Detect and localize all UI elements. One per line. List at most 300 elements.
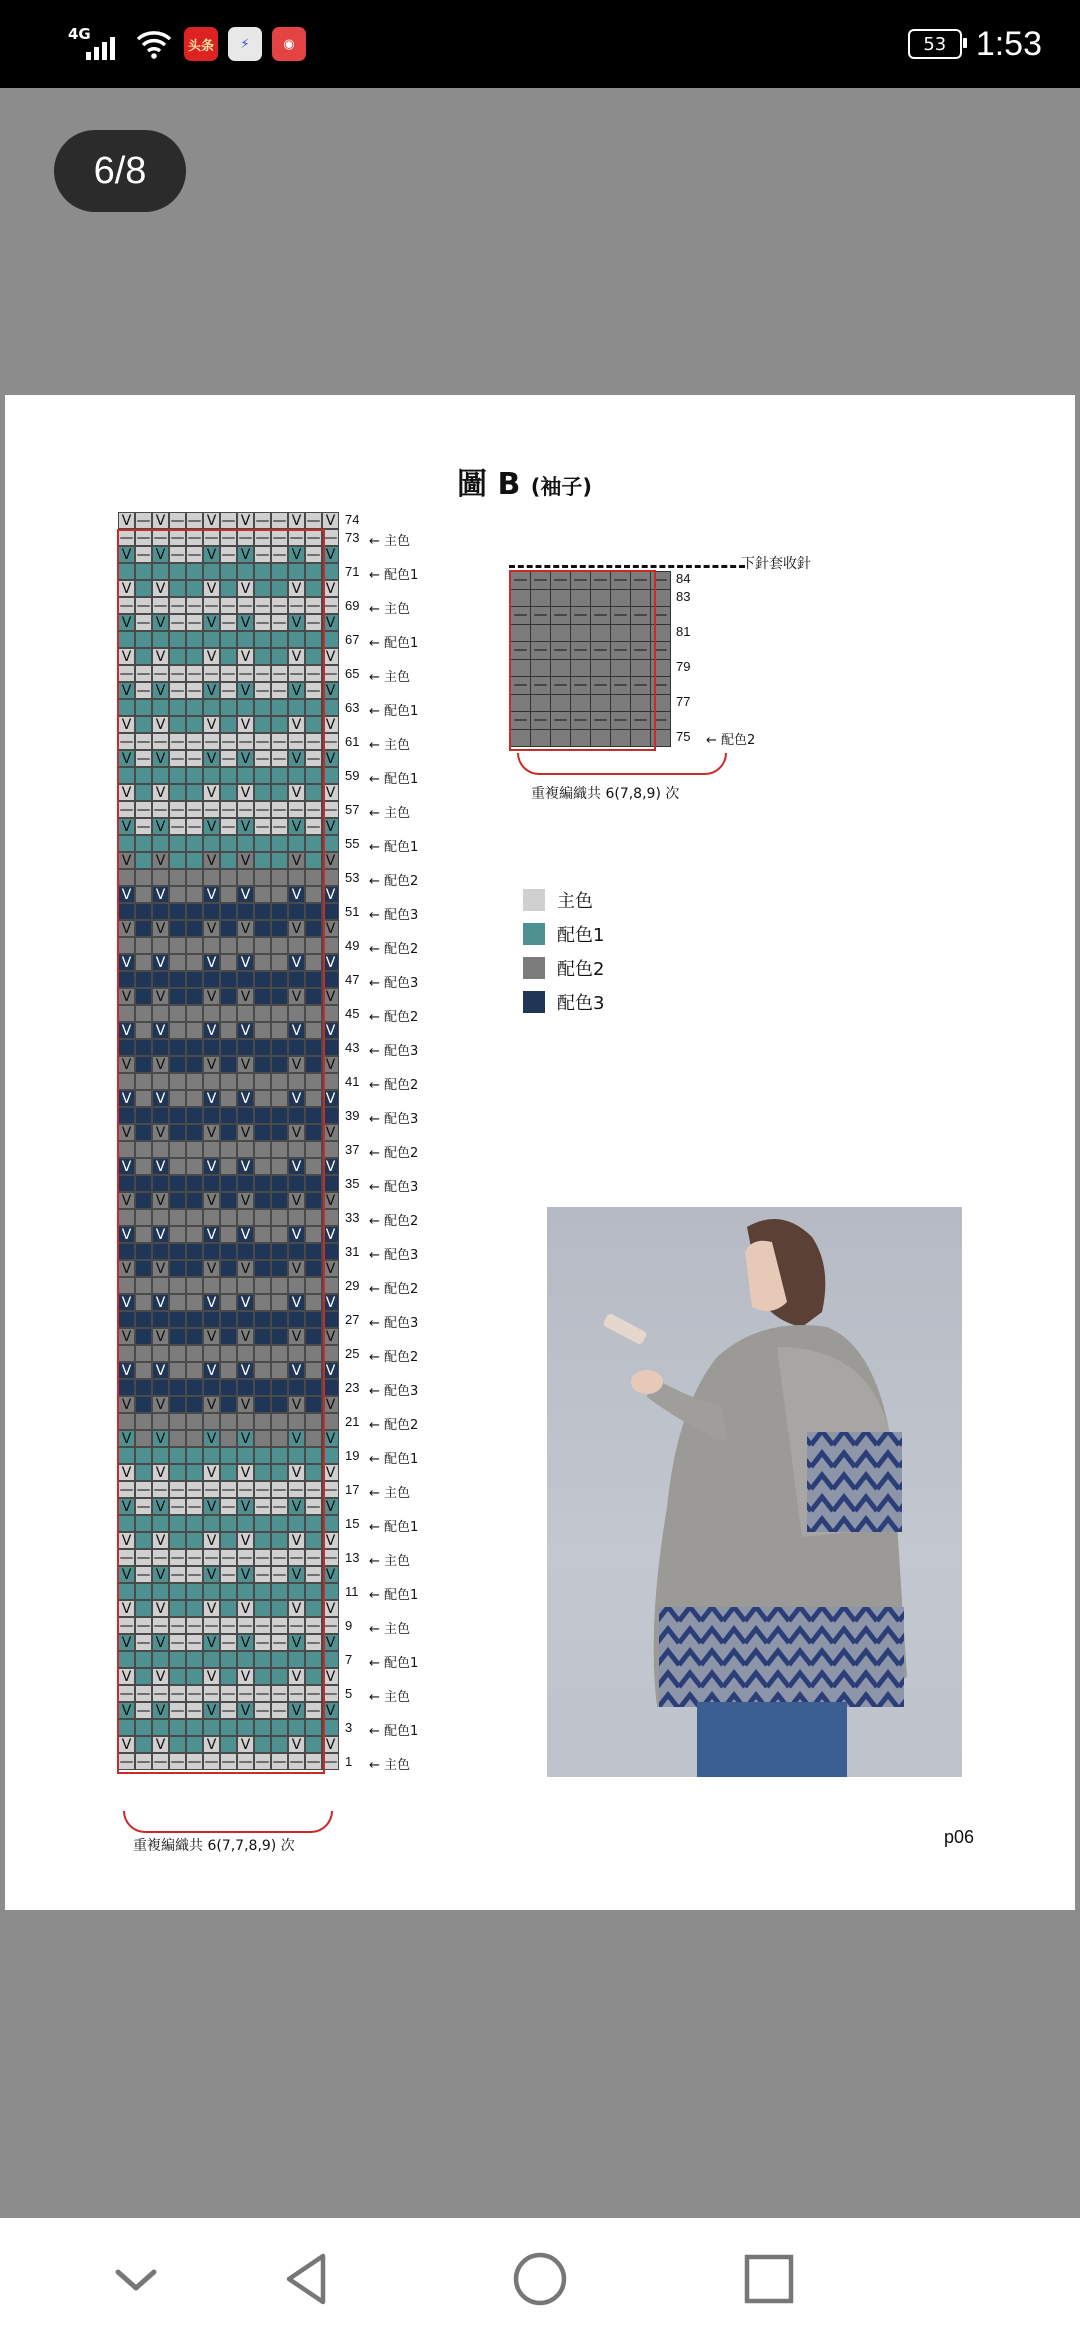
- row-color-label: ← 配色2: [369, 1146, 419, 1161]
- chart-cell: [322, 1447, 339, 1464]
- chart-cell: —: [221, 614, 236, 631]
- chart-cell: V: [288, 648, 305, 665]
- chart-cell: [186, 1192, 203, 1209]
- row-number: 71: [345, 564, 360, 579]
- chart-cell: [220, 1379, 237, 1396]
- chart-cell: [220, 1141, 237, 1158]
- chart-cell: [237, 1583, 254, 1600]
- row-number: 37: [345, 1142, 360, 1157]
- chart-cell: [305, 716, 322, 733]
- chart-cell: [271, 1515, 288, 1532]
- chart-cell: —: [289, 665, 304, 682]
- chart-cell: V: [118, 954, 135, 971]
- chart-cell: [305, 886, 322, 903]
- chart-cell: [152, 699, 169, 716]
- chart-cell: V: [118, 1090, 135, 1107]
- chart-cell: V: [203, 818, 220, 835]
- chart-cell: V: [118, 1260, 135, 1277]
- chart-cell: [220, 937, 237, 954]
- chart-cell: V: [237, 1430, 254, 1447]
- chart-cell: —: [323, 1481, 338, 1498]
- chart-cell: V: [118, 1226, 135, 1243]
- chart-cell: [203, 1005, 220, 1022]
- chart-cell: [237, 699, 254, 716]
- recents-icon[interactable]: [736, 2246, 802, 2312]
- back-icon[interactable]: [275, 2246, 341, 2312]
- chart-cell: [305, 920, 322, 937]
- lightning-app-icon: ⚡: [228, 27, 262, 61]
- chart-cell: [254, 1107, 271, 1124]
- chart-cell: V: [118, 852, 135, 869]
- chart-cell: [322, 835, 339, 852]
- chart-cell: [186, 937, 203, 954]
- chart-cell: [288, 869, 305, 886]
- chart-cell: [186, 1719, 203, 1736]
- chart-cell: V: [237, 886, 254, 903]
- chart-cell: [186, 1328, 203, 1345]
- chart-cell: [254, 1294, 271, 1311]
- chart-cell: V: [152, 1158, 169, 1175]
- chart-cell: —: [289, 597, 304, 614]
- chart-cell: [220, 1209, 237, 1226]
- chart-cell: [237, 1651, 254, 1668]
- chart-cell: [254, 988, 271, 1005]
- chart-cell: [254, 1651, 271, 1668]
- chart-cell: —: [272, 682, 287, 699]
- home-icon[interactable]: [507, 2246, 573, 2312]
- chart-cell: [271, 716, 288, 733]
- chart-cell: V: [288, 988, 305, 1005]
- row-number: 53: [345, 870, 360, 885]
- row-color-label: ← 配色1: [369, 1452, 419, 1467]
- row-number: 41: [345, 1074, 360, 1089]
- chart-cell: —: [272, 597, 287, 614]
- chart-cell: [322, 903, 339, 920]
- row-number: 47: [345, 972, 360, 987]
- chart-cell: [305, 1039, 322, 1056]
- chart-cell: [169, 784, 186, 801]
- chart-cell: [186, 1022, 203, 1039]
- chart-cell: [271, 869, 288, 886]
- cuff-chart-cell: [510, 589, 531, 608]
- legend-item: [523, 985, 604, 1019]
- chart-cell: [271, 1090, 288, 1107]
- chart-cell: —: [170, 546, 185, 563]
- chart-cell: [220, 580, 237, 597]
- chart-cell: V: [118, 580, 135, 597]
- battery-icon: [908, 29, 962, 59]
- chart-cell: [135, 1362, 152, 1379]
- chart-cell: [186, 1311, 203, 1328]
- chart-cell: [135, 1141, 152, 1158]
- chart-cell: [237, 1311, 254, 1328]
- chart-cell: [203, 1719, 220, 1736]
- chart-cell: [152, 1379, 169, 1396]
- chart-cell: [135, 1651, 152, 1668]
- chart-cell: —: [136, 682, 151, 699]
- chart-cell: [203, 699, 220, 716]
- chart-cell: —: [170, 1566, 185, 1583]
- chart-cell: [220, 1243, 237, 1260]
- chart-cell: [118, 1175, 135, 1192]
- chart-cell: V: [237, 1260, 254, 1277]
- chart-cell: [220, 1396, 237, 1413]
- cuff-chart-cell: —: [650, 571, 671, 590]
- cuff-chart-cell: —: [570, 571, 591, 590]
- chart-cell: —: [136, 1753, 151, 1770]
- chart-cell: [305, 1124, 322, 1141]
- row-color-label: ← 配色2: [369, 1010, 419, 1025]
- chart-cell: [135, 1022, 152, 1039]
- chart-cell: —: [323, 1617, 338, 1634]
- chart-cell: —: [323, 1549, 338, 1566]
- row-color-label: ← 主色: [369, 806, 411, 821]
- row-color-label: ← 配色1: [369, 772, 419, 787]
- chart-cell: [271, 1532, 288, 1549]
- chart-cell: [305, 1158, 322, 1175]
- chart-cell: [135, 1294, 152, 1311]
- cuff-chart-cell: [510, 659, 531, 678]
- cuff-chart-cell: —: [530, 676, 551, 695]
- chart-cell: [305, 1277, 322, 1294]
- chart-cell: [220, 1515, 237, 1532]
- cuff-chart-cell: —: [630, 641, 651, 660]
- chart-cell: [271, 1005, 288, 1022]
- chart-cell: V: [288, 580, 305, 597]
- chart-cell: —: [323, 733, 338, 750]
- chart-cell: —: [136, 1566, 151, 1583]
- chart-cell: V: [237, 1396, 254, 1413]
- chart-cell: V: [288, 1090, 305, 1107]
- chart-cell: —: [136, 1498, 151, 1515]
- chart-cell: V: [152, 1736, 169, 1753]
- chart-cell: [254, 852, 271, 869]
- chart-cell: [254, 1056, 271, 1073]
- row-color-label: ← 配色2: [369, 874, 419, 889]
- row-color-label: ← 配色2: [369, 1350, 419, 1365]
- chart-cell: V: [288, 1022, 305, 1039]
- chart-cell: V: [118, 1396, 135, 1413]
- cuff-chart-cell: —: [610, 606, 631, 625]
- chart-cell: V: [322, 1124, 339, 1141]
- model-photo: [547, 1207, 962, 1777]
- collapse-icon[interactable]: [103, 2246, 169, 2312]
- chart-cell: V: [118, 716, 135, 733]
- chart-cell: [186, 920, 203, 937]
- chart-cell: V: [152, 954, 169, 971]
- chart-cell: —: [187, 546, 202, 563]
- chart-cell: [305, 1294, 322, 1311]
- chart-cell: [169, 1396, 186, 1413]
- chart-cell: [118, 971, 135, 988]
- chart-cell: [203, 1107, 220, 1124]
- chart-cell: [186, 716, 203, 733]
- chart-cell: [254, 563, 271, 580]
- chart-cell: [254, 903, 271, 920]
- row-number: 7: [345, 1652, 353, 1667]
- chart-cell: —: [170, 614, 185, 631]
- document-page[interactable]: [5, 395, 1075, 1910]
- chart-cell: V: [288, 1362, 305, 1379]
- chart-cell: —: [255, 750, 270, 767]
- chart-cell: [169, 1651, 186, 1668]
- chart-cell: [186, 1600, 203, 1617]
- chart-cell: [305, 835, 322, 852]
- chart-cell: V: [288, 784, 305, 801]
- cuff-chart-cell: [530, 729, 551, 748]
- cuff-chart-cell: —: [550, 641, 571, 660]
- chart-cell: V: [118, 1328, 135, 1345]
- chart-cell: V: [288, 886, 305, 903]
- chart-cell: V: [203, 1600, 220, 1617]
- chart-cell: V: [237, 1294, 254, 1311]
- chart-cell: [220, 1311, 237, 1328]
- chart-cell: [186, 699, 203, 716]
- chart-cell: [271, 1056, 288, 1073]
- chart-cell: [118, 1413, 135, 1430]
- chart-cell: [118, 1243, 135, 1260]
- chart-cell: [271, 1311, 288, 1328]
- legend-label: 配色2: [557, 959, 605, 980]
- chart-cell: [254, 1345, 271, 1362]
- chart-cell: V: [288, 1158, 305, 1175]
- chart-cell: [152, 1413, 169, 1430]
- cuff-chart-cell: [510, 624, 531, 643]
- legend-label: 配色3: [557, 993, 605, 1014]
- chart-cell: —: [255, 597, 270, 614]
- chart-cell: V: [322, 1226, 339, 1243]
- chart-cell: [254, 1192, 271, 1209]
- chart-cell: [237, 1413, 254, 1430]
- chart-cell: [271, 920, 288, 937]
- chart-cell: V: [203, 716, 220, 733]
- chart-cell: [271, 937, 288, 954]
- chart-cell: [135, 1328, 152, 1345]
- chart-cell: [254, 1600, 271, 1617]
- chart-cell: V: [203, 1532, 220, 1549]
- chart-cell: [169, 1464, 186, 1481]
- chart-cell: V: [152, 1668, 169, 1685]
- chart-cell: V: [237, 1022, 254, 1039]
- chart-cell: V: [237, 954, 254, 971]
- chart-cell: [254, 716, 271, 733]
- chart-cell: V: [203, 784, 220, 801]
- chart-cell: [271, 1413, 288, 1430]
- chart-cell: V: [118, 1634, 135, 1651]
- chart-cell: —: [238, 665, 253, 682]
- row-color-label: ← 主色: [369, 1554, 411, 1569]
- chart-cell: V: [322, 1192, 339, 1209]
- chart-cell: —: [289, 1549, 304, 1566]
- chart-cell: [186, 1277, 203, 1294]
- chart-cell: [135, 852, 152, 869]
- chart-cell: —: [306, 1566, 321, 1583]
- chart-cell: V: [322, 1294, 339, 1311]
- chart-cell: [152, 1039, 169, 1056]
- chart-cell: [118, 1277, 135, 1294]
- chart-cell: V: [203, 1634, 220, 1651]
- chart-cell: —: [136, 614, 151, 631]
- chart-cell: [254, 1141, 271, 1158]
- chart-cell: [220, 1090, 237, 1107]
- cuff-chart-cell: [550, 729, 571, 748]
- chart-cell: V: [203, 1022, 220, 1039]
- chart-cell: V: [118, 546, 135, 563]
- chart-cell: —: [170, 818, 185, 835]
- chart-cell: —: [306, 1498, 321, 1515]
- cuff-chart-cell: —: [610, 676, 631, 695]
- chart-cell: V: [203, 852, 220, 869]
- chart-cell: —: [272, 733, 287, 750]
- chart-cell: [169, 1175, 186, 1192]
- chart-cell: [254, 1668, 271, 1685]
- chart-cell: V: [288, 1702, 305, 1719]
- chart-cell: [305, 1226, 322, 1243]
- chart-cell: —: [136, 733, 151, 750]
- chart-cell: [169, 1430, 186, 1447]
- page-title: [457, 459, 592, 503]
- chart-cell: V: [237, 1668, 254, 1685]
- chart-cell: V: [203, 1396, 220, 1413]
- row-color-label: ← 主色: [369, 670, 411, 685]
- chart-cell: V: [152, 614, 169, 631]
- chart-cell: V: [152, 1226, 169, 1243]
- chart-cell: —: [136, 512, 151, 529]
- chart-cell: [254, 1464, 271, 1481]
- chart-cell: [186, 1294, 203, 1311]
- chart-cell: —: [221, 1566, 236, 1583]
- chart-cell: [169, 631, 186, 648]
- chart-cell: V: [118, 1158, 135, 1175]
- chart-cell: V: [152, 886, 169, 903]
- chart-cell: [152, 1583, 169, 1600]
- cuff-chart-cell: [530, 659, 551, 678]
- row-number: 55: [345, 836, 360, 851]
- chart-cell: [169, 1379, 186, 1396]
- cuff-chart-cell: —: [650, 606, 671, 625]
- chart-cell: —: [289, 801, 304, 818]
- chart-cell: V: [237, 1328, 254, 1345]
- chart-cell: [220, 1651, 237, 1668]
- row-color-label: ← 配色2: [369, 1214, 419, 1229]
- chart-cell: [220, 1719, 237, 1736]
- chart-cell: [220, 1226, 237, 1243]
- chart-cell: [322, 767, 339, 784]
- chart-cell: [220, 784, 237, 801]
- cuff-row-color-label: ← 配色2: [706, 732, 756, 748]
- chart-cell: [135, 563, 152, 580]
- chart-cell: V: [322, 1260, 339, 1277]
- cuff-chart-cell: [530, 589, 551, 608]
- chart-cell: [305, 1600, 322, 1617]
- chart-cell: [254, 1311, 271, 1328]
- chart-cell: [305, 1719, 322, 1736]
- chart-cell: [254, 1039, 271, 1056]
- chart-cell: V: [203, 1328, 220, 1345]
- chart-cell: [135, 1736, 152, 1753]
- title-main: 圖 B: [457, 467, 521, 502]
- chart-cell: —: [187, 529, 202, 546]
- chart-cell: [271, 971, 288, 988]
- chart-cell: V: [152, 1022, 169, 1039]
- cuff-chart-cell: [630, 659, 651, 678]
- chart-cell: —: [306, 597, 321, 614]
- chart-cell: [186, 1668, 203, 1685]
- chart-cell: [271, 1396, 288, 1413]
- chart-cell: [305, 1430, 322, 1447]
- row-number: 51: [345, 904, 360, 919]
- chart-cell: [237, 1073, 254, 1090]
- chart-cell: [135, 1056, 152, 1073]
- chart-cell: [305, 1515, 322, 1532]
- chart-cell: [135, 1260, 152, 1277]
- chart-cell: [254, 648, 271, 665]
- chart-cell: V: [288, 1260, 305, 1277]
- chart-cell: [288, 1651, 305, 1668]
- chart-cell: [254, 1124, 271, 1141]
- chart-cell: —: [221, 1753, 236, 1770]
- cuff-chart-cell: —: [510, 571, 531, 590]
- chart-cell: V: [237, 546, 254, 563]
- chart-cell: [254, 1158, 271, 1175]
- chart-cell: [271, 1464, 288, 1481]
- chart-cell: [169, 1124, 186, 1141]
- chart-cell: [220, 1039, 237, 1056]
- cuff-chart-cell: —: [630, 606, 651, 625]
- chart-cell: V: [322, 1328, 339, 1345]
- chart-cell: [169, 1294, 186, 1311]
- chart-cell: [169, 1158, 186, 1175]
- chart-cell: V: [322, 1464, 339, 1481]
- chart-cell: [254, 1328, 271, 1345]
- chart-cell: [288, 1379, 305, 1396]
- cuff-chart-cell: —: [570, 676, 591, 695]
- chart-cell: [220, 1430, 237, 1447]
- chart-cell: [169, 580, 186, 597]
- chart-cell: V: [118, 614, 135, 631]
- chart-cell: —: [289, 1685, 304, 1702]
- row-color-label: ← 配色3: [369, 908, 419, 923]
- row-number: 35: [345, 1176, 360, 1191]
- chart-cell: —: [119, 1481, 134, 1498]
- chart-cell: [237, 835, 254, 852]
- chart-cell: [288, 1719, 305, 1736]
- chart-cell: —: [272, 529, 287, 546]
- chart-cell: V: [322, 512, 339, 529]
- chart-cell: [322, 1515, 339, 1532]
- chart-cell: [305, 699, 322, 716]
- row-color-label: ← 主色: [369, 1622, 411, 1637]
- chart-cell: [186, 835, 203, 852]
- chart-cell: [186, 1090, 203, 1107]
- chart-cell: V: [237, 682, 254, 699]
- chart-cell: V: [203, 1294, 220, 1311]
- chart-cell: —: [221, 1481, 236, 1498]
- chart-cell: V: [288, 1124, 305, 1141]
- chart-cell: [169, 1056, 186, 1073]
- chart-cell: —: [255, 1566, 270, 1583]
- chart-cell: —: [170, 1685, 185, 1702]
- chart-cell: V: [322, 716, 339, 733]
- chart-cell: —: [187, 1753, 202, 1770]
- chart-cell: [322, 1005, 339, 1022]
- chart-cell: V: [118, 784, 135, 801]
- cuff-chart-cell: [630, 624, 651, 643]
- chart-cell: V: [152, 716, 169, 733]
- chart-cell: [203, 1243, 220, 1260]
- chart-cell: [152, 1175, 169, 1192]
- chart-cell: [271, 1345, 288, 1362]
